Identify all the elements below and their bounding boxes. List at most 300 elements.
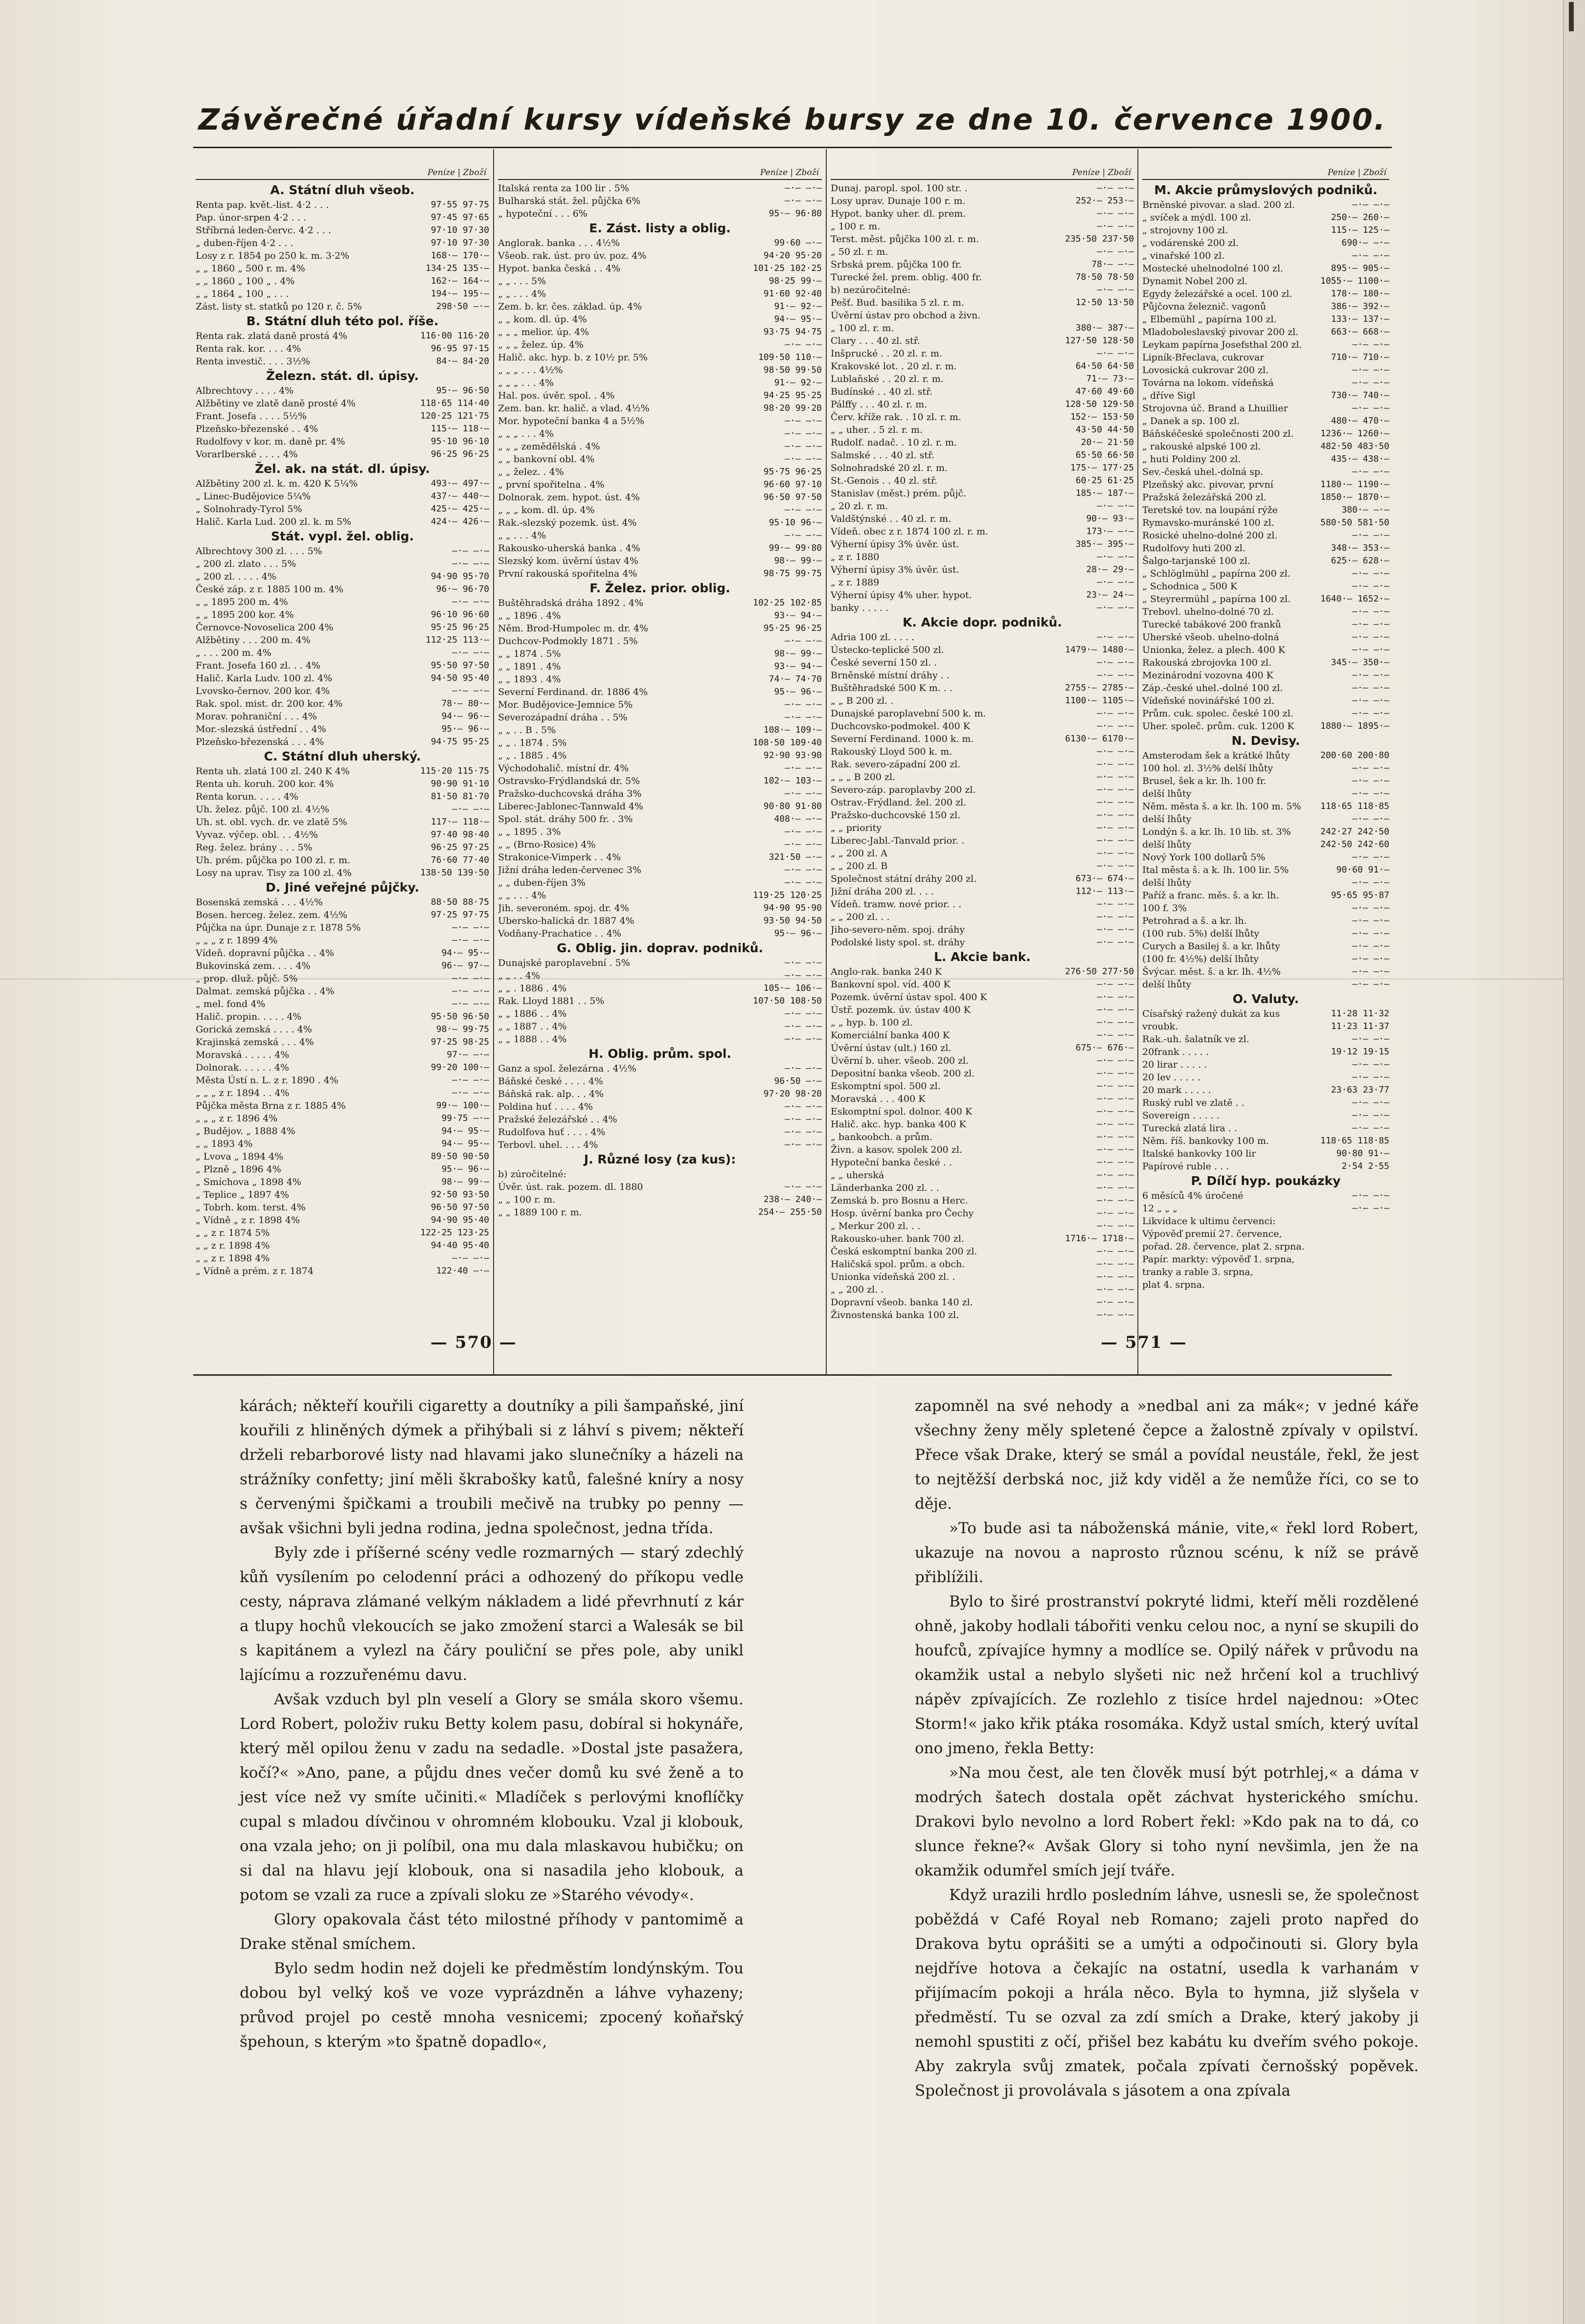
security-name: Komerciální banka 400 K bbox=[831, 1030, 950, 1041]
security-price: —·— —·— bbox=[1352, 581, 1389, 591]
column-header: Peníze | Zboží bbox=[196, 166, 489, 180]
security-name: Srbská prem. půjčka 100 fr. bbox=[831, 259, 962, 270]
quote-row bbox=[831, 436, 1134, 449]
security-name: Halič. akc. hyp. b. z 10½ pr. 5% bbox=[498, 352, 648, 363]
security-name: Severozápadní dráha . . 5% bbox=[498, 712, 628, 723]
security-price: 1100·— 1105·— bbox=[1065, 695, 1134, 706]
security-name: Sovereign . . . . . bbox=[1142, 1110, 1220, 1121]
security-price: 94·20 95·20 bbox=[763, 250, 822, 261]
quote-row bbox=[1142, 326, 1389, 338]
security-price: —·— —·— bbox=[1097, 285, 1134, 295]
security-name: Východohalič. místní dr. 4% bbox=[498, 763, 629, 774]
security-price: 185·— 187·— bbox=[1075, 488, 1134, 498]
quote-row bbox=[196, 685, 489, 697]
security-price: —·— —·— bbox=[1352, 1072, 1389, 1082]
quote-row bbox=[831, 462, 1134, 474]
security-name: delší lhůty bbox=[1142, 814, 1192, 825]
security-name: „ 100 r. m. bbox=[831, 221, 881, 232]
security-name: Uh. želez. půjč. 100 zl. 4½% bbox=[196, 804, 330, 815]
quote-row bbox=[1142, 580, 1389, 593]
security-name: Červ. kříže rak. . 10 zl. r. m. bbox=[831, 412, 961, 423]
quote-row bbox=[498, 351, 822, 364]
security-price: 95·50 96·50 bbox=[430, 1011, 489, 1022]
story-text-right bbox=[915, 1394, 1419, 2103]
security-name: Alžbětiny 200 zl. k. m. 420 K 5¼% bbox=[196, 478, 358, 489]
security-price: 385·— 395·— bbox=[1075, 539, 1134, 549]
quote-row bbox=[498, 389, 822, 402]
quote-row bbox=[196, 1125, 489, 1138]
security-name: Lvovsko-černov. 200 kor. 4% bbox=[196, 686, 330, 696]
quote-row bbox=[196, 397, 489, 410]
quote-row bbox=[196, 854, 489, 867]
quote-row bbox=[1142, 338, 1389, 351]
security-name: Terst. měst. půjčka 100 zl. r. m. bbox=[831, 234, 979, 245]
quote-row bbox=[498, 609, 822, 622]
quote-row bbox=[831, 551, 1134, 563]
security-name: „ „ 100 r. m. bbox=[498, 1194, 556, 1205]
quote-row bbox=[196, 545, 489, 558]
quote-row bbox=[831, 284, 1134, 296]
quote-row bbox=[1142, 889, 1389, 902]
quote-row bbox=[196, 621, 489, 634]
security-price: —·— —·— bbox=[1352, 1059, 1389, 1070]
security-name: Rakousko-uherská banka . 4% bbox=[498, 543, 640, 554]
security-name: Něm. města š. a kr. lh. 100 m. 5% bbox=[1142, 801, 1301, 812]
security-name: Albrechtovy . . . . 4% bbox=[196, 385, 294, 396]
security-price: 94·75 95·25 bbox=[430, 737, 489, 747]
quote-row bbox=[196, 1138, 489, 1150]
security-name: „ „ 1860 „ 100 „ . 4% bbox=[196, 276, 295, 287]
security-name: Vodňany-Prachatice . . 4% bbox=[498, 928, 621, 939]
quote-row bbox=[498, 249, 822, 262]
security-name: „ „ . 1874 . 5% bbox=[498, 737, 567, 748]
section-heading: K. Akcie dopr. podniků. bbox=[903, 615, 1062, 629]
security-price: 168·— 170·— bbox=[430, 250, 489, 261]
security-price: —·— —·— bbox=[1352, 530, 1389, 540]
security-price: —·— —·— bbox=[1097, 721, 1134, 731]
quote-row bbox=[498, 300, 822, 313]
quote-row bbox=[1142, 478, 1389, 491]
security-price: —·— —·— bbox=[785, 183, 822, 193]
security-price: 93·50 94·50 bbox=[763, 916, 822, 926]
security-name: Renta pap. květ.-list. 4·2 . . . bbox=[196, 200, 329, 210]
quote-row bbox=[831, 1118, 1134, 1131]
quote-row bbox=[831, 360, 1134, 373]
security-name: Länderbanka 200 zl. . . bbox=[831, 1183, 939, 1193]
quote-row bbox=[1142, 707, 1389, 720]
security-name: Leykam papírna Josefsthal 200 zl. bbox=[1142, 339, 1302, 350]
security-name: Alžbětiny ve zlatě daně prosté 4% bbox=[196, 398, 356, 409]
security-name: Záp.-české uhel.-dolné 100 zl. bbox=[1142, 683, 1283, 693]
security-price: —·— —·— bbox=[785, 339, 822, 350]
quote-row bbox=[1142, 1266, 1389, 1278]
quote-row bbox=[831, 347, 1134, 360]
security-price: 98·— 99·— bbox=[774, 648, 822, 659]
security-price: —·— —·— bbox=[785, 788, 822, 799]
security-name: Plzeňsko-březenská . . . 4% bbox=[196, 737, 324, 747]
security-price: 98·— 99·— bbox=[441, 1177, 489, 1187]
security-name: delší lhůty bbox=[1142, 979, 1192, 990]
security-price: 276·50 277·50 bbox=[1065, 966, 1134, 977]
quote-row bbox=[831, 385, 1134, 398]
quote-row bbox=[196, 330, 489, 342]
quote-row bbox=[196, 199, 489, 211]
security-price: 675·— 676·— bbox=[1075, 1043, 1134, 1053]
quote-row bbox=[196, 249, 489, 262]
security-price: 97·20 98·20 bbox=[763, 1089, 822, 1099]
quote-row bbox=[831, 246, 1134, 258]
security-name: Buštěhradská dráha 1892 . 4% bbox=[498, 598, 644, 608]
security-price: 97·10 97·30 bbox=[430, 238, 489, 248]
quote-row bbox=[498, 567, 822, 580]
quote-row bbox=[196, 1239, 489, 1252]
security-price: —·— —·— bbox=[1097, 1030, 1134, 1040]
security-price: —·— —·— bbox=[1097, 924, 1134, 935]
quote-row bbox=[1142, 1071, 1389, 1084]
security-price: 105·— 106·— bbox=[763, 983, 822, 993]
security-name: „ „ duben-říjen 3% bbox=[498, 877, 586, 888]
security-name: Ital města š. a k. lh. 100 lir. 5% bbox=[1142, 865, 1289, 875]
security-name: Rakousko-uher. bank 700 zl. bbox=[831, 1233, 964, 1244]
security-name: „ „ B 200 zl. . bbox=[831, 695, 894, 706]
quote-row bbox=[196, 960, 489, 972]
security-name: „ „ 1886 . . 4% bbox=[498, 1008, 567, 1019]
quote-row bbox=[498, 542, 822, 555]
security-price: 95·— 96·— bbox=[774, 928, 822, 939]
security-name: Renta rak. zlatá daně prostá 4% bbox=[196, 331, 347, 341]
quote-row bbox=[1142, 364, 1389, 377]
security-price: —·— —·— bbox=[1097, 1017, 1134, 1028]
security-price: 97·— —·— bbox=[447, 1050, 489, 1060]
security-price: 90·— 93·— bbox=[1086, 514, 1134, 524]
security-price: 64·50 64·50 bbox=[1075, 361, 1134, 371]
quote-row bbox=[1142, 288, 1389, 300]
column-rule bbox=[1137, 149, 1138, 1374]
quote-row bbox=[498, 195, 822, 207]
quote-row bbox=[498, 1088, 822, 1100]
security-name: Salmské . . . 40 zl. stř. bbox=[831, 450, 935, 461]
security-name: „ mel. fond 4% bbox=[196, 999, 266, 1009]
quote-row bbox=[831, 398, 1134, 411]
security-price: 194·— 195·— bbox=[430, 289, 489, 299]
security-price bbox=[1383, 1253, 1389, 1266]
security-name: Báňskéčeské společnosti 200 zl. bbox=[1142, 428, 1294, 439]
security-price: 76·60 77·40 bbox=[430, 855, 489, 865]
security-price: —·— —·— bbox=[1097, 552, 1134, 562]
security-name: Jih. severoném. spoj. dr. 4% bbox=[498, 903, 629, 914]
security-price: 118·65 114·40 bbox=[420, 398, 489, 408]
quote-row bbox=[831, 1080, 1134, 1093]
quote-row bbox=[1142, 1160, 1389, 1173]
quote-row bbox=[831, 1232, 1134, 1245]
security-price: 95·25 96·25 bbox=[430, 622, 489, 632]
security-price: —·— —·— bbox=[1352, 619, 1389, 629]
security-name: Haličská spol. prům. a obch. bbox=[831, 1259, 965, 1270]
security-name: Vídeň. obec z r. 1874 100 zl. r. m. bbox=[831, 526, 989, 537]
story-paragraph: Avšak vzduch byl pln veselí a Glory se smála skoro všemu. Lord Robert, položiv ruku Betty kolem pasu, dobíral si hokynáře, který měl opilou ženu v zadu na sedadle. »Dostal jste pasažera, kočí?« »Ano, pane, a půjdu dnes večer domů ku své ženě a to jest více než vy smíte učiniti.« Mladíček s perlovými knoflíčky cupal s mladou dívčinou v ohromném klobouku. Vzal ji klobouk, ona vzala jeho; on ji políbil, ona mu dala mlaskavou hubičku; on si dal na hlavu její klobouk, ona si nasadila jeho klobouk, a potom se vzali za ruce a zpívali sloku ze »Starého vévody«. bbox=[240, 1691, 744, 1904]
security-price bbox=[1383, 1278, 1389, 1291]
security-name: Strojovna úč. Brand a Lhuillier bbox=[1142, 403, 1288, 414]
security-name: „ Lvova „ 1894 4% bbox=[196, 1151, 284, 1162]
security-name: Zem. b. kr. čes. základ. úp. 4% bbox=[498, 301, 642, 312]
security-price: —·— —·— bbox=[1097, 221, 1134, 231]
quote-row bbox=[196, 1227, 489, 1239]
quote-row bbox=[831, 195, 1134, 207]
security-name: Plzeňský akc. pivovar, první bbox=[1142, 479, 1273, 490]
security-name: Buštěhradské 500 K m. . . bbox=[831, 683, 952, 693]
security-name: Strakonice-Vimperk . . 4% bbox=[498, 852, 621, 863]
security-price: 138·50 139·50 bbox=[420, 868, 489, 878]
security-name: Výherní úpisy 3% úvěr. úst. bbox=[831, 539, 959, 550]
section-heading: Žel. ak. na stát. dl. úpisy. bbox=[254, 462, 430, 476]
security-name: Alžbětiny . . . 200 m. 4% bbox=[196, 635, 311, 646]
quote-row bbox=[498, 313, 822, 326]
column-header: Peníze | Zboží bbox=[831, 166, 1134, 180]
security-price: —·— —·— bbox=[1097, 1284, 1134, 1295]
security-name: St.-Genois . . 40 zl. stř. bbox=[831, 475, 938, 486]
security-price: 95·10 96·10 bbox=[430, 436, 489, 447]
security-price: —·— —·— bbox=[1097, 1106, 1134, 1117]
quote-row bbox=[498, 889, 822, 902]
security-name: „ Teplice „ 1897 4% bbox=[196, 1189, 289, 1200]
security-name: Rymavsko-muránské 100 zl. bbox=[1142, 517, 1274, 528]
security-price: 115·— 118·— bbox=[430, 424, 489, 434]
security-price: 95·— 96·— bbox=[774, 687, 822, 697]
security-name: „ Smíchova „ 1898 4% bbox=[196, 1177, 301, 1187]
quote-row bbox=[1142, 1020, 1389, 1033]
quote-row bbox=[498, 813, 822, 826]
security-name: Eskomptní spol. 500 zl. bbox=[831, 1081, 941, 1092]
security-name: Turecké žel. prem. oblig. 400 fr. bbox=[831, 272, 982, 283]
security-price: 65·50 66·50 bbox=[1075, 450, 1134, 460]
quote-row bbox=[831, 513, 1134, 525]
quote-row bbox=[196, 490, 489, 503]
security-price: 78·— —·— bbox=[1091, 259, 1134, 269]
quote-row bbox=[196, 985, 489, 998]
quote-row bbox=[831, 885, 1134, 898]
security-name: „ „ 200 zl. B bbox=[831, 861, 888, 872]
security-name: Adria 100 zl. . . . . bbox=[831, 632, 915, 643]
security-price: 90·80 91·80 bbox=[763, 801, 822, 811]
security-price: —·— —·— bbox=[1352, 645, 1389, 655]
quote-row bbox=[498, 466, 822, 478]
story-text-left bbox=[240, 1394, 744, 2054]
security-price: 480·— 470·— bbox=[1331, 416, 1389, 426]
security-name: „ Linec-Budějovice 5¼% bbox=[196, 491, 311, 502]
security-price: 2755·— 2785·— bbox=[1065, 683, 1134, 693]
security-name: Albrechtovy 300 zl. . . . 5% bbox=[196, 546, 322, 557]
security-name: Výherní úpisy 4% uher. hypot. bbox=[831, 590, 972, 601]
security-price: 424·— 426·— bbox=[430, 516, 489, 527]
security-price: —·— —·— bbox=[1097, 746, 1134, 757]
quote-row bbox=[831, 207, 1134, 220]
story-paragraph: Když urazili hrdlo posledním láhve, usnesli se, že společnost poběždá v Café Royal neb Romano; zajeli proto napřed do Drakova bytu oprášiti se a umýti a odpočinouti si. Glory byla nejdříve hotova a čekajíc na ostatní, usedla k varhanám v přijímacím pokoji a hrála něco. Byla to hymna, již slyšela v předměstí. Tu se ozval za zdí smích a Drake, který jakoby ji nemohl spustiti z očí, přišel bez kabátu ku dveřím svého pokoje. Aby zakryla svůj zmatek, počala zpívati černošský popěvek. Společnost ji provolávala s jásotem a ona zpívala bbox=[915, 1886, 1419, 2100]
security-name: Výherní úpisy 3% úvěr. úst. bbox=[831, 564, 959, 575]
security-name: Pešť. Bud. basilika 5 zl. r. m. bbox=[831, 297, 964, 308]
quote-row bbox=[196, 583, 489, 596]
quote-row bbox=[498, 902, 822, 915]
security-name: Výpověď premií 27. července, bbox=[1142, 1229, 1282, 1239]
security-price: 1716·— 1718·— bbox=[1065, 1233, 1134, 1244]
security-price: —·— —·— bbox=[1097, 1055, 1134, 1066]
column-rule bbox=[826, 149, 827, 1374]
security-name: „ „ . . . 4% bbox=[498, 289, 546, 299]
security-name: b) nezúročitelné: bbox=[831, 285, 911, 295]
quote-row bbox=[1142, 644, 1389, 656]
quote-row bbox=[498, 1126, 822, 1139]
security-price: 94·50 95·40 bbox=[430, 673, 489, 683]
security-name: „ svíček a mýdl. 100 zl. bbox=[1142, 212, 1251, 223]
quote-row bbox=[196, 1023, 489, 1036]
quote-row bbox=[831, 834, 1134, 847]
quote-row bbox=[196, 300, 489, 313]
security-name: Nový York 100 dollarů 5% bbox=[1142, 852, 1266, 863]
quote-row bbox=[196, 697, 489, 710]
security-price: 108·— 109·— bbox=[763, 725, 822, 735]
security-price: 96·95 97·15 bbox=[430, 343, 489, 354]
security-price: 254·— 255·50 bbox=[758, 1207, 822, 1217]
security-price: 96·25 96·25 bbox=[430, 449, 489, 459]
quote-row bbox=[196, 828, 489, 841]
quote-row bbox=[1142, 656, 1389, 669]
security-name: Anglorak. banka . . . 4½% bbox=[498, 238, 620, 248]
quote-row bbox=[1142, 1033, 1389, 1046]
quote-row bbox=[831, 783, 1134, 796]
quote-row bbox=[831, 1182, 1134, 1194]
security-name: Něm. Brod-Humpolec m. dr. 4% bbox=[498, 623, 648, 634]
security-name: Uher. společ. prům. cuk. 1200 K bbox=[1142, 721, 1294, 732]
quote-row bbox=[498, 749, 822, 762]
security-name: „ „ „ želez. úp. 4% bbox=[498, 339, 584, 350]
quote-row bbox=[196, 1265, 489, 1277]
security-price: 93·— 94·— bbox=[774, 610, 822, 621]
page-number-left: — 570 — bbox=[430, 1333, 517, 1352]
security-name: „ Budějov. „ 1888 4% bbox=[196, 1126, 295, 1137]
security-price: 98·20 99·20 bbox=[763, 403, 822, 413]
security-price: —·— —·— bbox=[452, 935, 489, 945]
section-heading: D. Jiné veřejné půjčky. bbox=[265, 880, 420, 894]
security-name: České záp. z r. 1885 100 m. 4% bbox=[196, 584, 343, 595]
security-name: „ vodárenské 200 zl. bbox=[1142, 238, 1239, 248]
security-price: —·— —·— bbox=[785, 530, 822, 540]
security-name: Sev.-česká uhel.-dolná sp. bbox=[1142, 467, 1264, 477]
security-name: Dolnorak. zem. hypot. úst. 4% bbox=[498, 492, 640, 503]
quote-row bbox=[831, 309, 1134, 322]
security-name: Mladoboleslavský pivovar 200 zl. bbox=[1142, 327, 1299, 337]
security-name: Hal. pos. úvěr. spol. . 4% bbox=[498, 390, 615, 401]
quote-row bbox=[1142, 762, 1389, 775]
security-name: „ strojovny 100 zl. bbox=[1142, 225, 1228, 236]
quote-row bbox=[1142, 466, 1389, 478]
security-name: Továrna na lokom. vídeňská bbox=[1142, 378, 1274, 388]
security-price: 95·— 96·— bbox=[441, 724, 489, 734]
security-name: Likvidace k ultimu červenci: bbox=[1142, 1216, 1276, 1227]
security-name: Anglo-rak. banka 240 K bbox=[831, 966, 942, 977]
quote-row bbox=[1142, 1202, 1389, 1215]
security-price: 96·— 96·70 bbox=[436, 584, 489, 594]
security-price: 95·75 96·25 bbox=[763, 467, 822, 477]
security-price: 99·60 —·— bbox=[774, 238, 822, 248]
security-price: 408·— —·— bbox=[774, 814, 822, 824]
security-price: —·— —·— bbox=[1097, 1068, 1134, 1078]
security-name: Mor.-slezská ústřední . . 4% bbox=[196, 724, 326, 735]
quote-row bbox=[831, 1093, 1134, 1105]
quote-row bbox=[196, 608, 489, 621]
security-name: Vorarlberské . . . . 4% bbox=[196, 449, 298, 460]
security-name: Pap. únor-srpen 4·2 . . . bbox=[196, 212, 306, 223]
security-price: 112·25 113·— bbox=[425, 635, 489, 645]
quote-row bbox=[498, 622, 822, 635]
security-name: Renta uh. koruh. 200 kor. 4% bbox=[196, 779, 334, 789]
quote-row bbox=[831, 233, 1134, 246]
security-price: 95·— 96·— bbox=[441, 1164, 489, 1174]
quote-row bbox=[1142, 275, 1389, 288]
security-name: Renta investič. . . . 3½% bbox=[196, 356, 311, 367]
security-price: 92·50 93·50 bbox=[430, 1189, 489, 1200]
quotes-column-1 bbox=[196, 166, 489, 1379]
security-name: „ 20 zl. r. m. bbox=[831, 501, 888, 512]
security-price: 97·25 97·75 bbox=[430, 910, 489, 920]
security-name: Báňská rak. alp. . . 4% bbox=[498, 1089, 604, 1099]
security-price: —·— —·— bbox=[452, 1088, 489, 1098]
security-name: Severní Ferdinand. 1000 k. m. bbox=[831, 734, 974, 744]
security-price: 98·75 99·75 bbox=[763, 568, 822, 579]
quote-row bbox=[1142, 826, 1389, 838]
quote-row bbox=[1142, 851, 1389, 864]
security-price: —·— —·— bbox=[452, 648, 489, 658]
quote-row bbox=[196, 1176, 489, 1188]
quote-row bbox=[1142, 453, 1389, 466]
security-name: Zemská b. pro Bosnu a Herc. bbox=[831, 1195, 968, 1206]
quote-row bbox=[1142, 377, 1389, 389]
section-heading: H. Oblig. prům. spol. bbox=[589, 1047, 731, 1061]
security-name: Bosen. herceg. želez. zem. 4½% bbox=[196, 910, 347, 920]
quotes-column-4 bbox=[1142, 166, 1389, 1379]
quote-row bbox=[831, 733, 1134, 745]
security-price: 673·— 674·— bbox=[1075, 873, 1134, 884]
quote-row bbox=[498, 686, 822, 698]
quote-row bbox=[1142, 516, 1389, 529]
quote-row bbox=[196, 275, 489, 288]
security-name: Česká eskomptní banka 200 zl. bbox=[831, 1246, 977, 1257]
security-price: 97·55 97·75 bbox=[430, 200, 489, 210]
security-price: 119·25 120·25 bbox=[753, 890, 822, 900]
security-name: „ 50 zl. r. m. bbox=[831, 246, 888, 257]
quote-row bbox=[1142, 351, 1389, 364]
security-name: První rakouská spořitelna 4% bbox=[498, 568, 637, 579]
security-name: Paříž a franc. měs. š. a kr. lh. bbox=[1142, 890, 1279, 901]
security-price: 102·25 102·85 bbox=[753, 598, 822, 608]
security-name: „ „ 1864 „ 100 „ . . . bbox=[196, 289, 289, 299]
quote-row bbox=[831, 538, 1134, 551]
quote-row bbox=[196, 515, 489, 528]
security-price: —·— —·— bbox=[1352, 979, 1389, 989]
quote-row bbox=[498, 876, 822, 889]
quote-row bbox=[1142, 902, 1389, 915]
quote-row bbox=[498, 478, 822, 491]
quote-row bbox=[831, 322, 1134, 335]
security-name: Gorická zemská . . . . 4% bbox=[196, 1024, 312, 1035]
security-name: „ „ . . . 4% bbox=[498, 890, 546, 901]
security-name: Rosické uhelno-dolné 200 zl. bbox=[1142, 530, 1278, 541]
security-name: Zem. ban. kr. halič. a vlad. 4½% bbox=[498, 403, 650, 414]
security-price: 23·— 24·— bbox=[1086, 590, 1134, 600]
security-price: 92·90 93·90 bbox=[763, 750, 822, 760]
security-name: „ „ 1893 . 4% bbox=[498, 674, 561, 685]
security-price: 242·50 242·60 bbox=[1320, 839, 1389, 849]
quote-row bbox=[498, 555, 822, 567]
security-name: Pálffy . . . 40 zl. r. m. bbox=[831, 399, 928, 410]
